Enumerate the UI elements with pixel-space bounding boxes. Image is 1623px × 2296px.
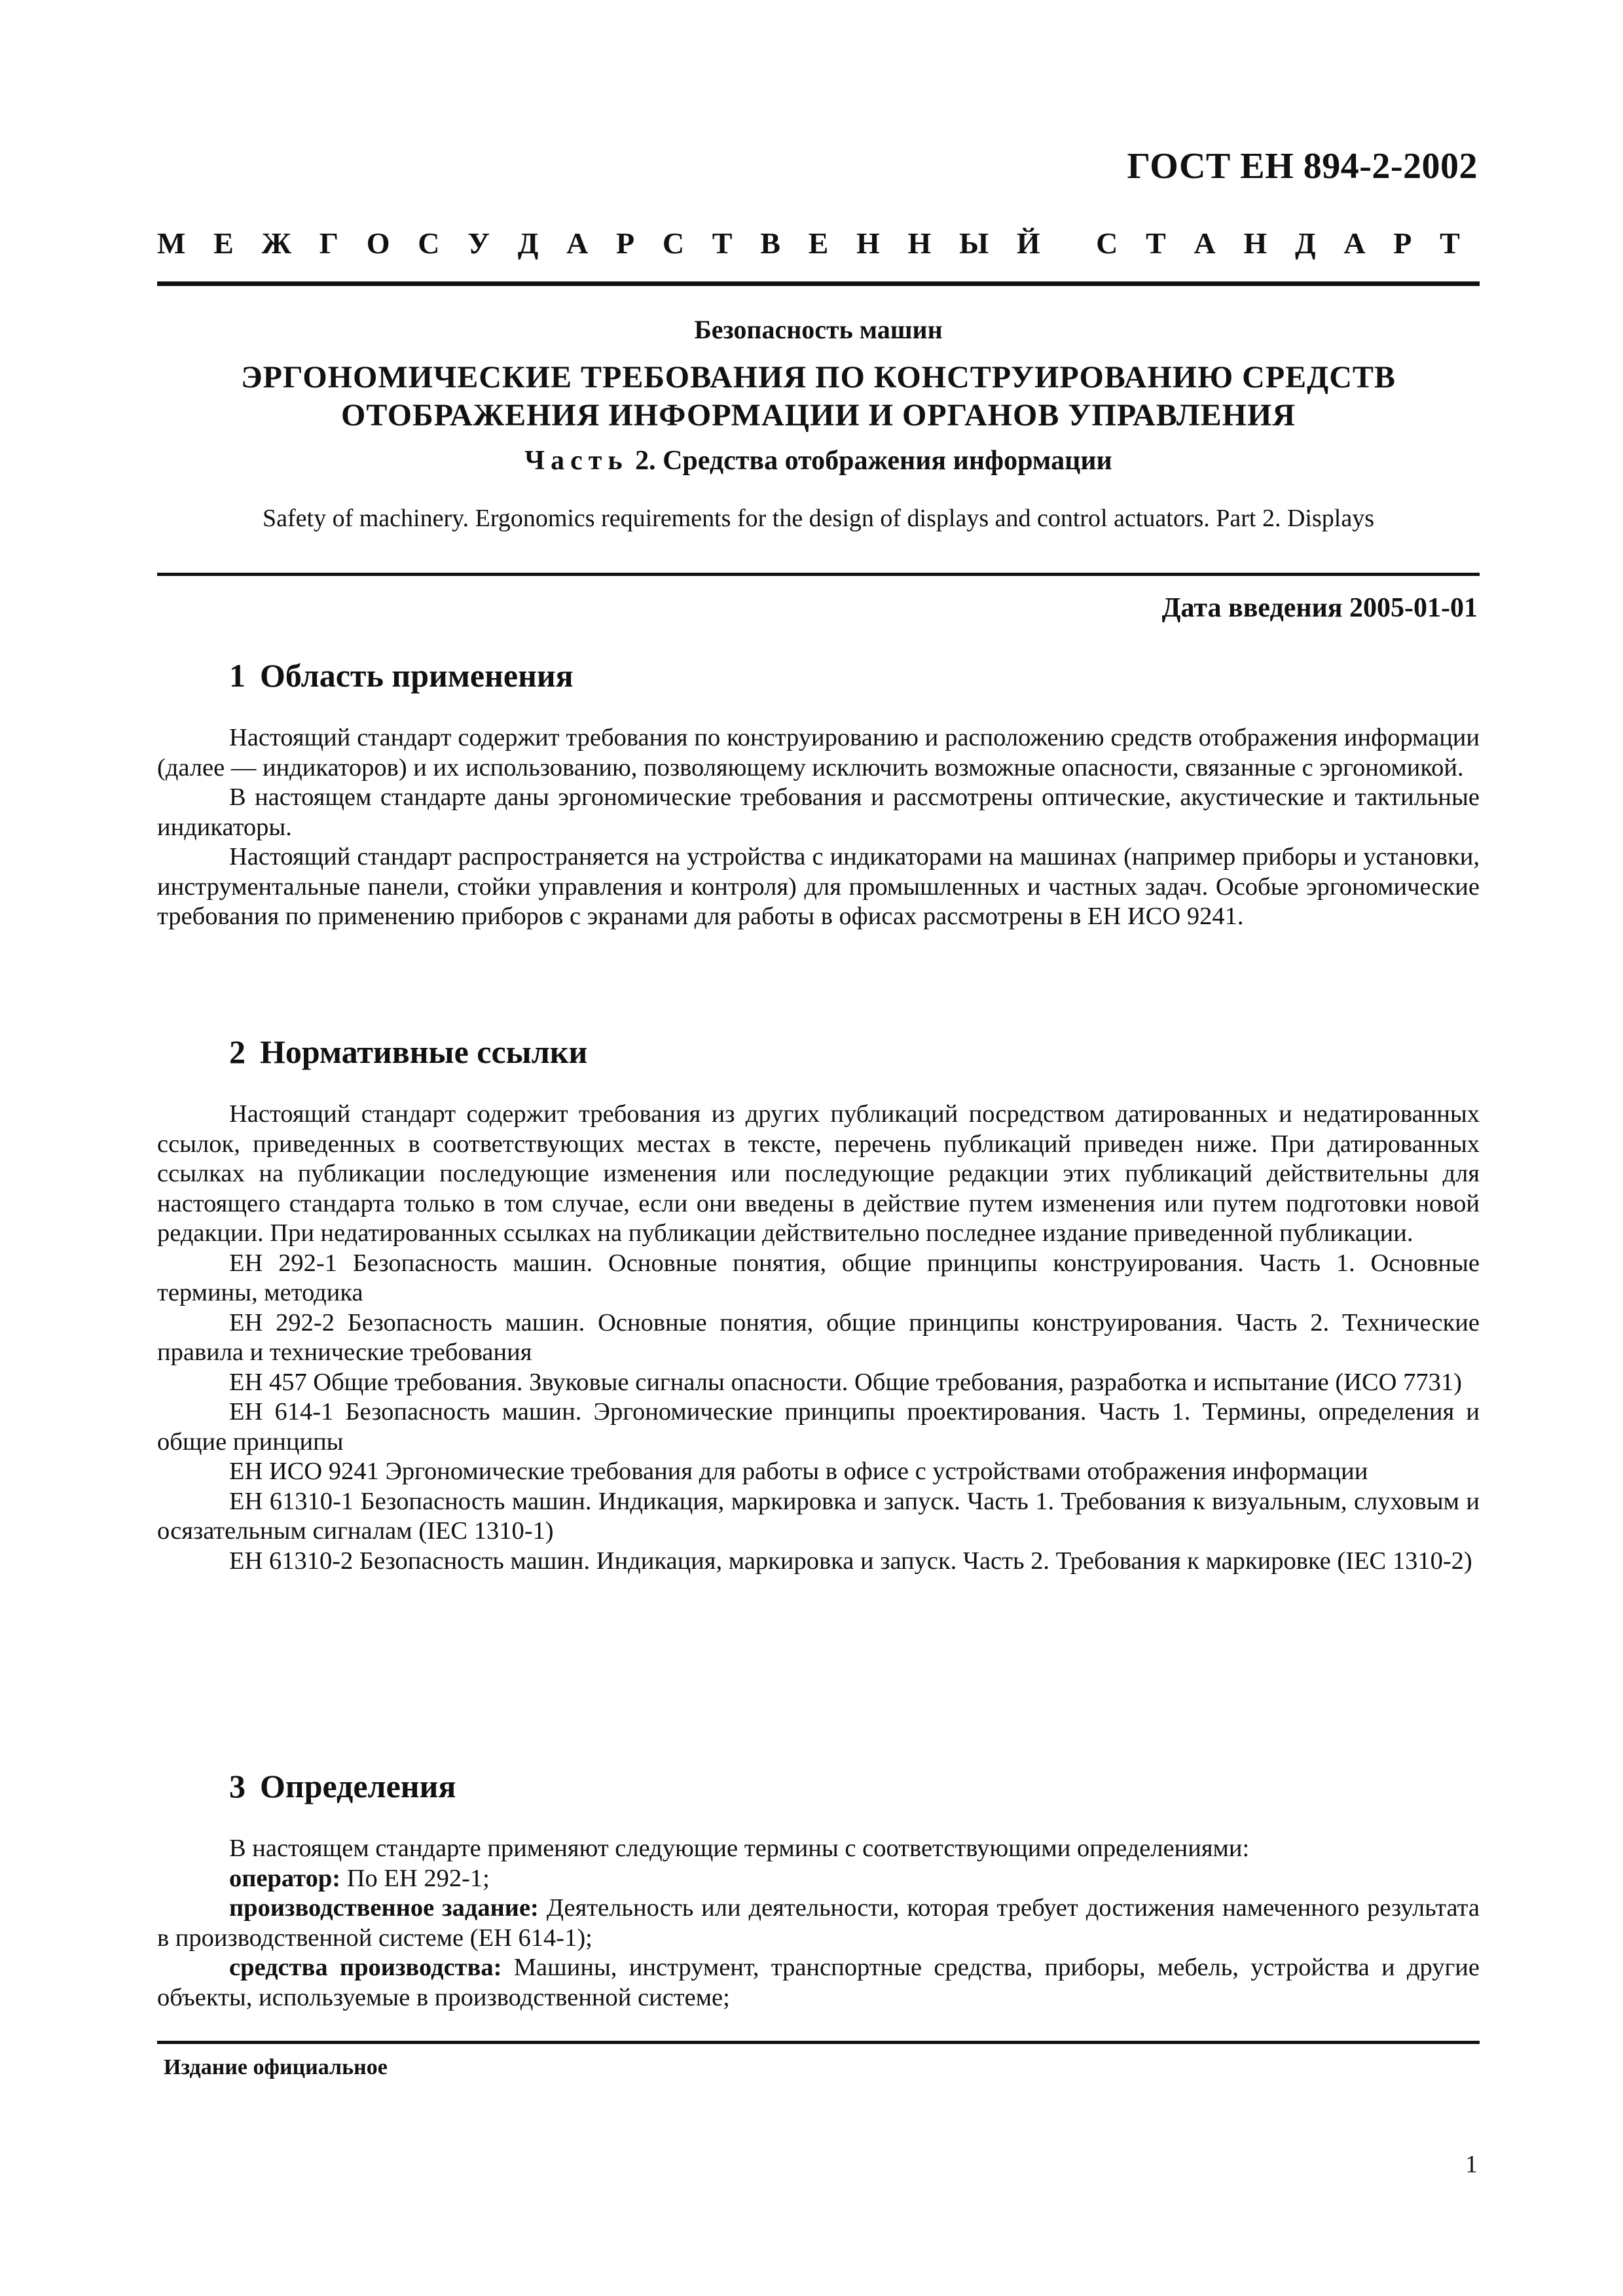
section-number: 3: [229, 1768, 246, 1804]
standard-type-letter: У: [467, 226, 490, 260]
section-heading: [229, 1033, 1480, 1071]
reference-item: ЕН 614-1 Безопасность машин. Эргономические принципы проектирования. Часть 1. Термины, определения и общие принципы: [157, 1398, 1480, 1456]
title-divider: [157, 573, 1480, 576]
standard-type-letter: С: [662, 226, 685, 260]
section-body: [157, 723, 1480, 932]
definition-text: Деятельность или деятельности, которая требует достижения намеченного результата в производственной системе (ЕН 614-1);: [157, 1894, 1480, 1952]
standard-type-letter: В: [760, 226, 780, 260]
definition-term: производственное задание:: [229, 1894, 539, 1922]
standard-type-letter: Т: [1146, 226, 1166, 260]
reference-item: ЕН 457 Общие требования. Звуковые сигналы опасности. Общие требования, разработка и испытание (ИСО 7731): [229, 1368, 1462, 1396]
definition-item: [157, 1893, 1480, 1953]
standard-type-letter: Г: [319, 226, 339, 260]
title-part: [157, 445, 1480, 476]
reference-item: ЕН 292-2 Безопасность машин. Основные понятия, общие принципы конструирования. Часть 2. Технические правила и технические требования: [157, 1308, 1480, 1366]
paragraph: Настоящий стандарт содержит требования по конструированию и расположению средств отображения информации (далее — индикаторов) и их использованию, позволяющему исключить возможные опасности, связанные с эргономикой.: [157, 724, 1480, 781]
definition-item: [157, 1953, 1480, 2013]
standard-type-heading: [157, 226, 1460, 260]
header-divider: [157, 281, 1480, 286]
standard-type-letter: Е: [808, 226, 829, 260]
section-body: [157, 1100, 1480, 1576]
section-normative-references: [157, 1033, 1480, 1576]
reference-item: ЕН ИСО 9241 Эргономические требования для работы в офисе с устройствами отображения информации: [229, 1458, 1368, 1485]
section-title: Нормативные ссылки: [260, 1033, 588, 1070]
standard-type-letter: Н: [856, 226, 880, 260]
section-title: Область применения: [260, 657, 574, 694]
definition-text: Машины, инструмент, транспортные средства, приборы, мебель, устройства и другие объекты, используемые в производственной системе;: [157, 1954, 1480, 2011]
definition-item: [157, 1864, 1480, 1894]
reference-item: ЕН 61310-2 Безопасность машин. Индикация, маркировка и запуск. Часть 2. Требования к маркировке (IEC 1310-2): [229, 1547, 1472, 1575]
standard-type-letter: Н: [1243, 226, 1267, 260]
title-main-line: ЭРГОНОМИЧЕСКИЕ ТРЕБОВАНИЯ ПО КОНСТРУИРОВАНИЮ СРЕДСТВ: [241, 360, 1396, 395]
paragraph: Настоящий стандарт распространяется на устройства с индикаторами на машинах (например приборы и установки, инструментальные панели, стойки управления и контроля) для промышленных и частных задач. Особые эргономические требования по применению приборов с экранами для работы в офисах рассмотрены в ЕН ИСО 9241.: [157, 843, 1480, 930]
section-definitions: [157, 1767, 1480, 2013]
standard-type-letter: С: [1096, 226, 1118, 260]
page-number: 1: [1465, 2151, 1478, 2178]
section-scope: [157, 656, 1480, 932]
footer-divider: [157, 2041, 1480, 2044]
reference-item: ЕН 61310-1 Безопасность машин. Индикация, маркировка и запуск. Часть 1. Требования к визуальным, слуховым и осязательным сигналам (IEC 1310-1): [157, 1487, 1480, 1545]
document-designation: ГОСТ ЕН 894-2-2002: [1127, 146, 1478, 187]
title-main: [157, 359, 1480, 435]
definition-term: оператор:: [229, 1864, 341, 1892]
standard-type-letter: Р: [616, 226, 635, 260]
standard-type-letter: Е: [213, 226, 234, 260]
section-heading: [229, 1767, 1480, 1805]
standard-type-letter: Д: [1294, 226, 1316, 260]
standard-type-letter: Н: [907, 226, 932, 260]
section-number: 2: [229, 1033, 246, 1070]
standard-type-letter: А: [566, 226, 589, 260]
reference-item: ЕН 292-1 Безопасность машин. Основные понятия, общие принципы конструирования. Часть 1. Основные термины, методика: [157, 1249, 1480, 1306]
edition-label: Издание официальное: [164, 2055, 388, 2079]
section-heading: [229, 656, 1480, 694]
section-title: Определения: [260, 1768, 456, 1804]
section-number: 1: [229, 657, 246, 694]
title-part-rest: 2. Средства отображения информации: [635, 446, 1112, 476]
introduction-date: Дата введения 2005-01-01: [1161, 593, 1478, 623]
title-series: Безопасность машин: [694, 315, 943, 344]
standard-type-letter: Й: [1016, 226, 1040, 260]
paragraph: Настоящий стандарт содержит требования из других публикаций посредством датированных и недатированных ссылок, приведенных в соответствующих местах в тексте, перечень публикаций приведен ниже. При датированных ссылках на публикации последующие изменения или последующие редакции этих публикаций действительны для настоящего стандарта только в том случае, если они введены в действие путем изменения или путем подготовки новой редакции. При недатированных ссылках на публикации действительно последнее издание приведенной публикации.: [157, 1100, 1480, 1247]
definition-term: средства производства:: [229, 1954, 502, 1981]
standard-type-letter: А: [1194, 226, 1216, 260]
standard-type-letter: А: [1343, 226, 1366, 260]
standard-type-letter: Ы: [959, 226, 989, 260]
definition-text: По ЕН 292-1;: [340, 1864, 490, 1892]
standard-type-letter: Т: [712, 226, 733, 260]
standard-type-letter: С: [418, 226, 440, 260]
title-english: Safety of machinery. Ergonomics requirements for the design of displays and control actuators. Part 2. Displays: [263, 505, 1374, 532]
title-part-word: Часть: [524, 446, 629, 476]
standard-type-letter: О: [366, 226, 390, 260]
section-body: [157, 1834, 1480, 2013]
standard-type-letter: Т: [1440, 226, 1460, 260]
standard-type-letter: Р: [1393, 226, 1412, 260]
standard-type-letter: М: [157, 226, 186, 260]
paragraph: В настоящем стандарте даны эргономические требования и рассмотрены оптические, акустические и тактильные индикаторы.: [157, 783, 1480, 841]
standard-type-letter: Ж: [261, 226, 292, 260]
standard-type-letter: Д: [517, 226, 539, 260]
title-main-line: ОТОБРАЖЕНИЯ ИНФОРМАЦИИ И ОРГАНОВ УПРАВЛЕНИЯ: [340, 398, 1296, 433]
paragraph: В настоящем стандарте применяют следующие термины с соответствующими определениями:: [229, 1835, 1250, 1862]
